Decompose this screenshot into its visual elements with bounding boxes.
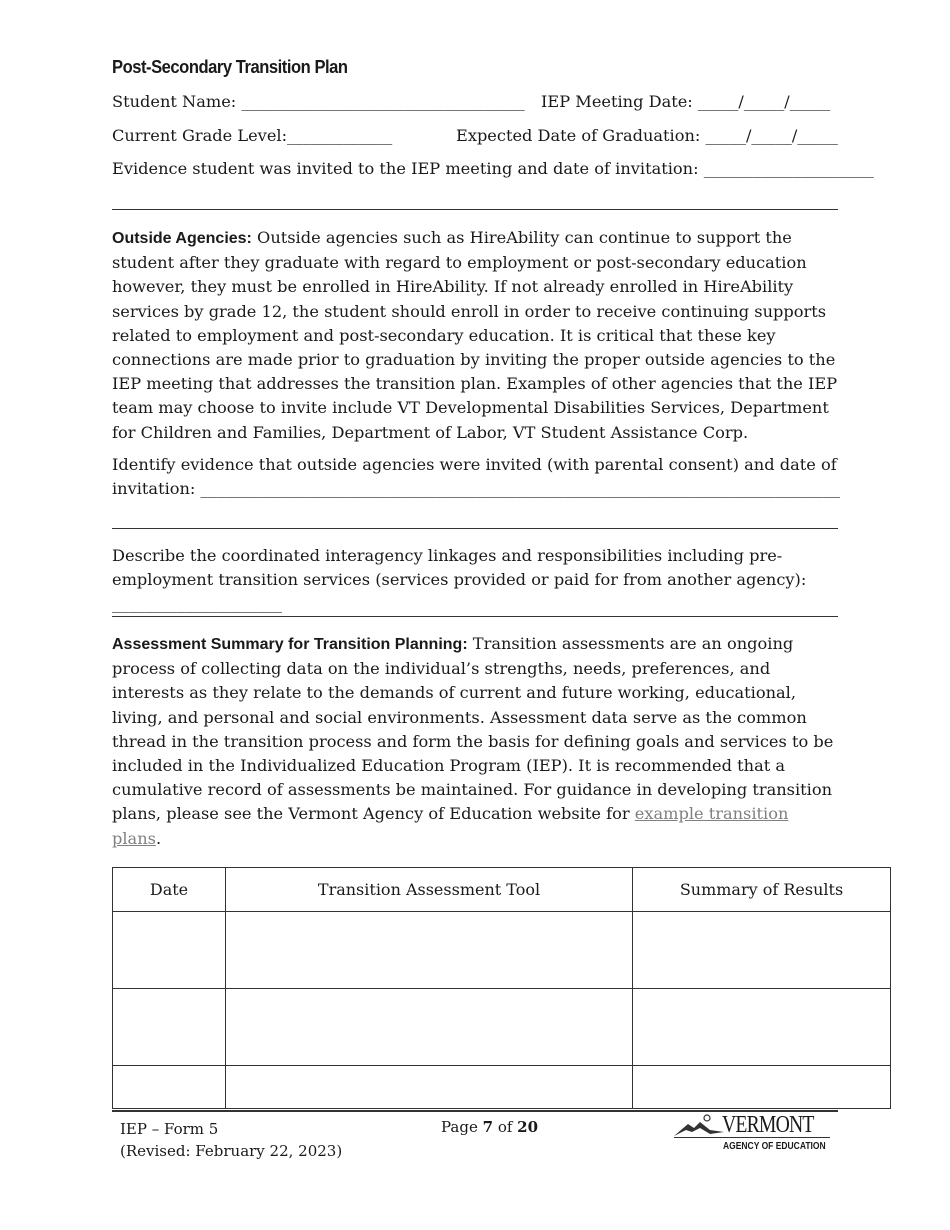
footer-form-info xyxy=(120,1118,342,1162)
grade-level-field[interactable]: Current Grade Level:_____________ xyxy=(112,126,393,145)
logo-subtitle: AGENCY OF EDUCATION xyxy=(723,1141,826,1152)
form-name: IEP – Form 5 xyxy=(120,1120,219,1138)
divider xyxy=(112,528,838,529)
student-invite-field[interactable]: Evidence student was invited to the IEP meeting and date of invitation: _____________________ xyxy=(112,159,874,178)
date-cell[interactable] xyxy=(113,989,226,1066)
interagency-linkages-field[interactable]: Describe the coordinated interagency linkages and responsibilities including pre-employment transition services (services provided or paid for from another agency): _____________________ xyxy=(112,546,807,614)
results-cell[interactable] xyxy=(633,1066,891,1109)
outside-agencies-body: Outside agencies such as HireAbility can continue to support the student after they graduate with regard to employment or post-secondary education however, they must be enrolled in HireAbility. If not already enrolled in HireAbility services by grade 12, the student should enroll in order to receive continuing supports related to employment and post-secondary education. It is critical that these key connections are made prior to graduation by inviting the proper outside agencies to the IEP meeting that addresses the transition plan. Examples of other agencies that the IEP team may choose to invite include VT Developmental Disabilities Services, Department for Children and Families, Department of Labor, VT Student Assistance Corp. xyxy=(112,228,838,442)
results-cell[interactable] xyxy=(633,912,891,989)
date-cell[interactable] xyxy=(113,1066,226,1109)
assessment-section xyxy=(112,632,840,851)
logo-underline xyxy=(674,1137,830,1138)
page-total: 20 xyxy=(517,1118,539,1136)
column-header-tool: Transition Assessment Tool xyxy=(226,868,633,912)
divider xyxy=(112,616,838,617)
tool-cell[interactable] xyxy=(226,1066,633,1109)
example-plans-link[interactable]: example transition plans xyxy=(112,804,789,848)
outside-agencies-heading: Outside Agencies: xyxy=(112,230,252,247)
assessment-end: . xyxy=(155,828,162,848)
column-header-date: Date xyxy=(113,868,226,912)
divider xyxy=(112,209,838,210)
page-of: of xyxy=(493,1118,518,1136)
assessment-heading: Assessment Summary for Transition Planning: xyxy=(112,636,468,653)
table-header-row xyxy=(113,868,891,912)
revision-date: (Revised: February 22, 2023) xyxy=(120,1142,343,1160)
logo-wordmark: VERMONT xyxy=(722,1112,814,1138)
assessment-table xyxy=(112,867,891,1109)
table-row xyxy=(113,1066,891,1109)
table-row xyxy=(113,912,891,989)
assessment-body: Transition assessments are an ongoing process of collecting data on the individual’s strengths, needs, preferences, and interests as they relate to the demands of current and future working, educational, living, and personal and social environments. Assessment data serve as the common thread in the transition process and form the basis for defining goals and services to be included in the Individualized Education Program (IEP). It is recommended that a cumulative record of assessments be maintained. For guidance in developing transition plans, please see the Vermont Agency of Education website for xyxy=(112,634,834,824)
mountain-icon xyxy=(674,1112,724,1138)
student-name-field[interactable]: Student Name: ___________________________________ xyxy=(112,92,525,111)
outside-agencies-section xyxy=(112,226,840,445)
page-number xyxy=(441,1118,538,1136)
page-title: Post-Secondary Transition Plan xyxy=(112,57,348,77)
graduation-date-field[interactable]: Expected Date of Graduation: _____/_____/_____ xyxy=(456,126,838,145)
results-cell[interactable] xyxy=(633,989,891,1066)
vermont-logo xyxy=(674,1112,834,1156)
page-prefix: Page xyxy=(441,1118,483,1136)
agency-evidence-field[interactable]: Identify evidence that outside agencies were invited (with parental consent) and date of invitation: _______________________________________________________________________________ xyxy=(112,455,840,499)
table-row xyxy=(113,989,891,1066)
iep-meeting-date-field[interactable]: IEP Meeting Date: _____/_____/_____ xyxy=(541,92,831,111)
tool-cell[interactable] xyxy=(226,989,633,1066)
tool-cell[interactable] xyxy=(226,912,633,989)
page-current: 7 xyxy=(482,1118,494,1136)
column-header-results: Summary of Results xyxy=(633,868,891,912)
date-cell[interactable] xyxy=(113,912,226,989)
